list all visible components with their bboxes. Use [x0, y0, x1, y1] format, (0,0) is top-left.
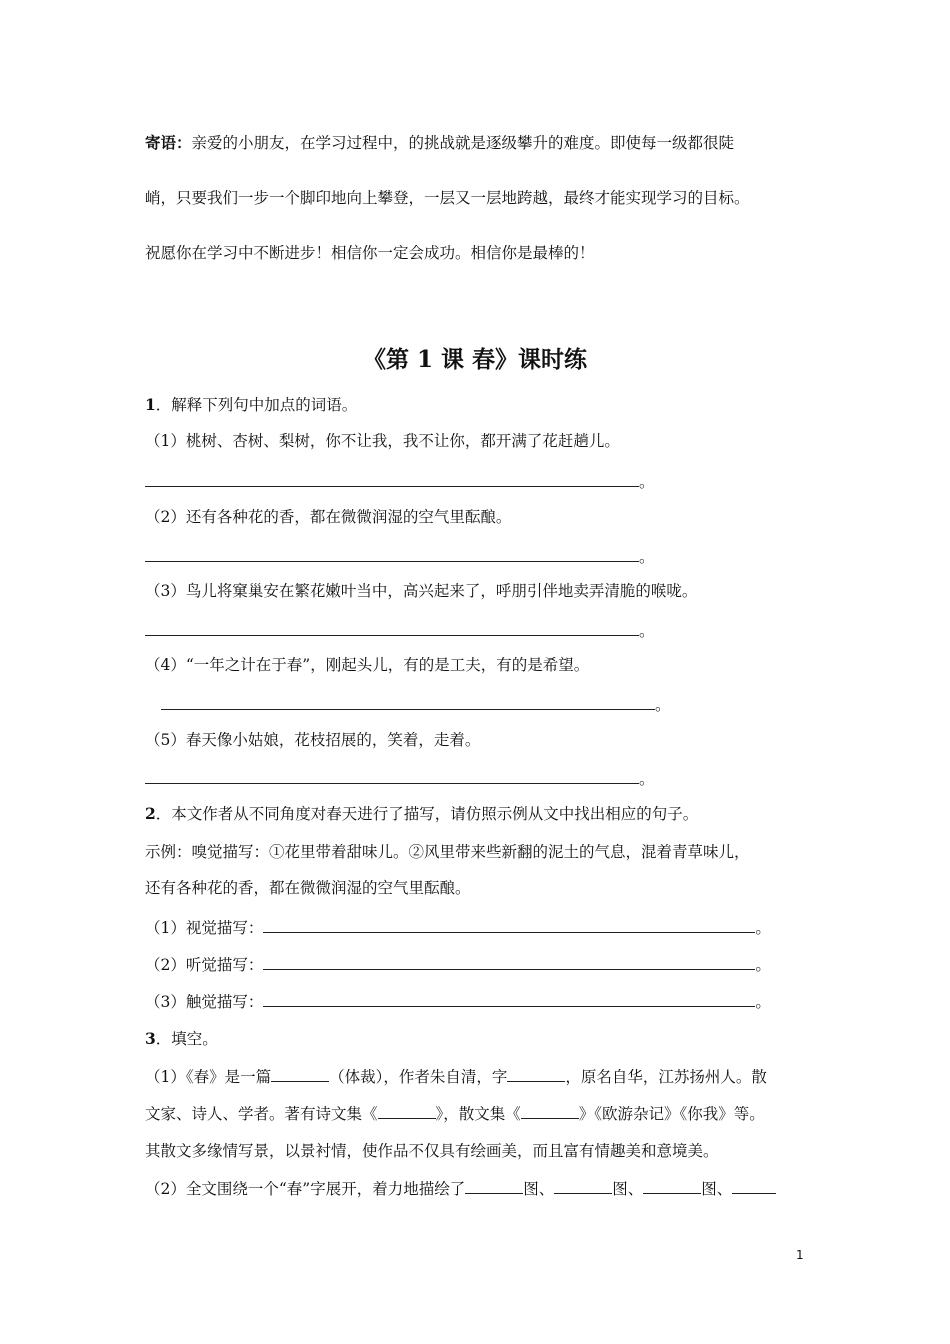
answer-blank[interactable]: [263, 990, 755, 1007]
q2-stem: 2．本文作者从不同角度对春天进行了描写，请仿照示例从文中找出相应的句子。: [145, 804, 699, 823]
q1-item-5: （5）春天像小姑娘，花枝招展的，笑着，走着。: [145, 731, 481, 749]
fill-blank[interactable]: [465, 1179, 523, 1194]
fill-blank[interactable]: [378, 1104, 436, 1119]
fill-blank[interactable]: [643, 1179, 701, 1194]
intro-line-2: 峭，只要我们一步一个脚印地向上攀登，一层又一层地跨越，最终才能实现学习的目标。: [145, 189, 750, 207]
answer-blank[interactable]: [145, 767, 639, 784]
q3-stem: 3．填空。: [145, 1029, 218, 1048]
q1-item-3: （3）鸟儿将窠巢安在繁花嫩叶当中，高兴起来了，呼朋引伴地卖弄清脆的喉咙。: [145, 582, 698, 600]
q1-answer-line-2: 。: [145, 545, 655, 568]
intro-line-1: [145, 132, 734, 154]
page-number: 1: [796, 1248, 804, 1262]
q1-item-1: （1）桃树、杏树、梨树，你不让我，我不让你，都开满了花赶趟儿。: [145, 432, 620, 450]
q2-item-1: （1）视觉描写： 。: [145, 916, 771, 939]
fill-blank[interactable]: [271, 1067, 329, 1082]
q1-item-2: （2）还有各种花的香，都在微微润湿的空气里酝酿。: [145, 508, 512, 526]
q2-item-3: （3）触觉描写： 。: [145, 990, 771, 1013]
q3-para-2: 文家、诗人、学者。著有诗文集《 》，散文集《 》《欧游杂记》《你我》等。: [145, 1105, 765, 1123]
intro-line-3: 祝愿你在学习中不断进步！相信你一定会成功。相信你是最棒的！: [145, 244, 595, 262]
q1-answer-line-3: 。: [145, 619, 655, 642]
q2-example-line-1: 示例：嗅觉描写：①花里带着甜味儿。②风里带来些新翻的泥土的气息，混着青草味儿，: [145, 843, 750, 861]
q3-para-4: （2）全文围绕一个“春”字展开，着力地描绘了 图、 图、 图、: [145, 1178, 776, 1200]
q1-number: 1: [145, 395, 156, 414]
q3-para-3: 其散文多缘情写景，以景衬情，使作品不仅具有绘画美，而且富有情趣美和意境美。: [145, 1142, 719, 1160]
q1-answer-line-1: 。: [145, 470, 655, 493]
answer-blank[interactable]: [145, 545, 639, 562]
answer-blank[interactable]: [145, 619, 639, 636]
q1-stem: 1．解释下列句中加点的词语。: [145, 395, 358, 414]
fill-blank[interactable]: [732, 1179, 776, 1194]
q1-answer-line-4: 。: [161, 693, 671, 716]
q3-number: 3: [145, 1029, 156, 1048]
answer-blank[interactable]: [263, 953, 755, 970]
answer-blank[interactable]: [161, 693, 655, 710]
fill-blank[interactable]: [507, 1067, 565, 1082]
q2-example-line-2: 还有各种花的香，都在微微润湿的空气里酝酿。: [145, 879, 471, 897]
answer-blank[interactable]: [145, 470, 639, 487]
fill-blank[interactable]: [521, 1104, 579, 1119]
q1-item-4: （4）“一年之计在于春”，刚起头儿，有的是工夫，有的是希望。: [145, 656, 590, 674]
fill-blank[interactable]: [554, 1179, 612, 1194]
answer-blank[interactable]: [263, 916, 755, 933]
q2-item-2: （2）听觉描写： 。: [145, 953, 771, 976]
intro-label: 寄语：: [145, 133, 192, 152]
q3-para-1: （1）《春》是一篇 （体裁），作者朱自清，字 ，原名自华，江苏扬州人。散: [145, 1068, 767, 1086]
intro-text: 亲爱的小朋友，在学习过程中，的挑战就是逐级攀升的难度。即使每一级都很陡: [191, 134, 735, 152]
q2-number: 2: [145, 804, 156, 823]
page-title: 《第 1 课 春》课时练: [362, 346, 588, 373]
q1-answer-line-5: 。: [145, 767, 655, 790]
